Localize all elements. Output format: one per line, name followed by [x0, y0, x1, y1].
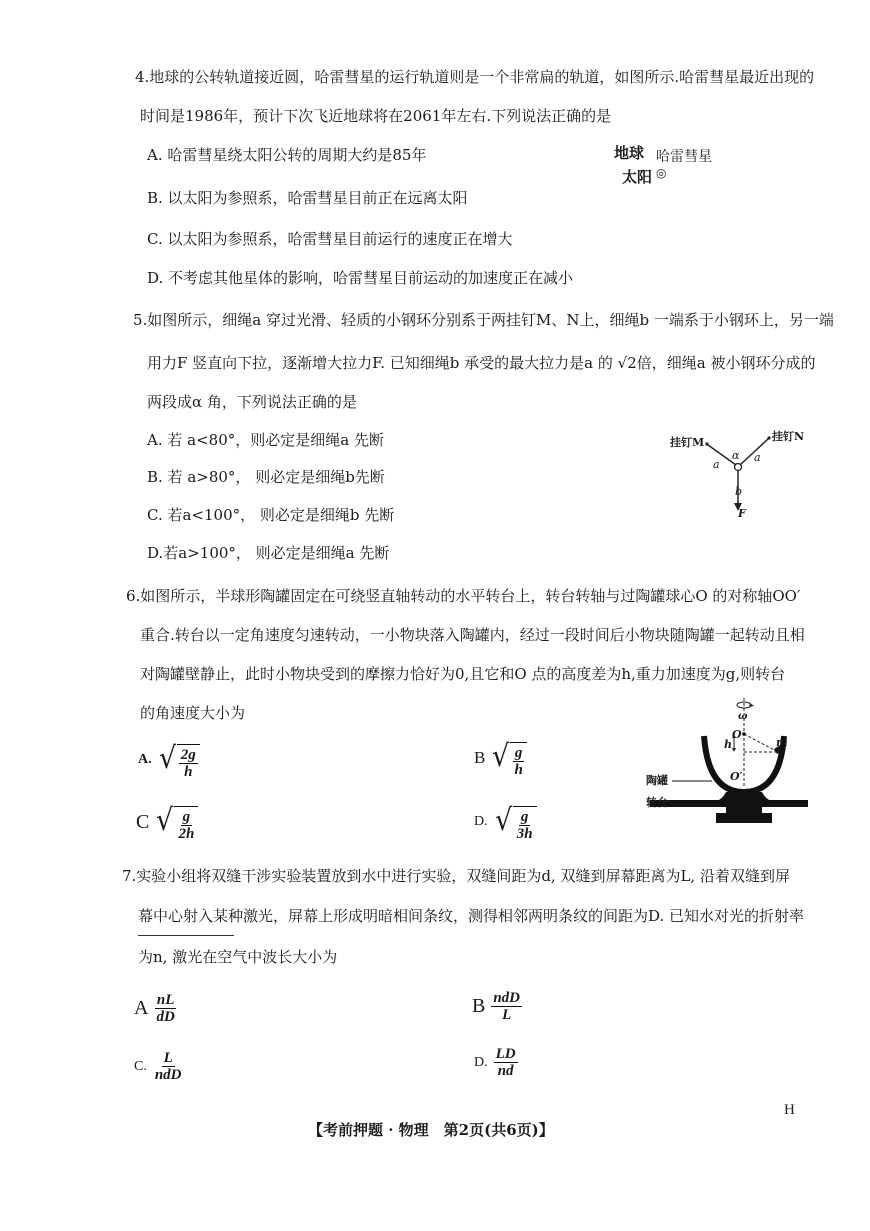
- q4-stem-line-2: 时间是1986年，预计下次飞近地球将在2061年左右.下列说法正确的是: [140, 107, 612, 125]
- numerator: g: [514, 745, 523, 761]
- numerator: g: [520, 809, 529, 825]
- q6-option-b: [474, 738, 527, 778]
- corner-mark: H: [784, 1102, 795, 1118]
- turntable-label: 转台: [646, 796, 668, 809]
- q6-option-a: [138, 740, 200, 780]
- q7-option-b: [472, 990, 522, 1023]
- page-footer: 【考前押题 · 物理 第2页(共6页)】: [308, 1121, 554, 1139]
- fraction: [491, 990, 522, 1023]
- q4-orbit-figure: [608, 140, 728, 190]
- sqrt-expression: √ $\frac{g}{2h}$: [155, 802, 198, 842]
- q5-stem-line-1: 5.如图所示，细绳a 穿过光滑、轻质的小钢环分别系于两挂钉M、N上，细绳b 一端系于小钢环上，另一端: [133, 311, 834, 329]
- numerator: g: [182, 809, 191, 825]
- omega-label: ω: [738, 711, 748, 722]
- q6-jar-figure: [646, 696, 812, 834]
- denominator: ndD: [154, 1067, 182, 1083]
- numerator: LD: [495, 1046, 516, 1062]
- option-letter: B: [472, 995, 486, 1017]
- sun-label: 太阳: [622, 168, 653, 186]
- h-label: h: [724, 738, 732, 751]
- denominator: h: [514, 762, 523, 778]
- q4-stem-line-1: 4.地球的公转轨道接近圆，哈雷彗星的运行轨道则是一个非常扁的轨道，如图所示.哈雷彗星最近出现的: [135, 68, 815, 86]
- q5-stem-line-2: 用力F 竖直向下拉，逐渐增大拉力F. 已知细绳b 承受的最大拉力是a 的 √2倍，细绳a 被小钢环分成的: [147, 354, 816, 372]
- numerator: ndD: [493, 990, 521, 1006]
- rope-a-right-label: a: [754, 451, 761, 464]
- q4-option-d: D. 不考虑其他星体的影响，哈雷彗星目前运动的加速度正在减小: [147, 269, 574, 287]
- q7-option-a: [134, 992, 177, 1025]
- option-letter: C: [136, 810, 150, 833]
- alpha-label: α: [732, 449, 740, 462]
- q6-stem-line-3: 对陶罐壁静止，此时小物块受到的摩擦力恰好为0,且它和O 点的高度差为h,重力加速度为g,则转台: [140, 665, 786, 683]
- q7-stem-line-2: 幕中心射入某种激光，屏幕上形成明暗相间条纹，测得相邻两明条纹的间距为D. 已知水对光的折射率: [138, 907, 805, 925]
- q6-jar-diagram: [646, 696, 812, 834]
- numerator: 2g: [180, 747, 196, 763]
- q5-option-d: D.若a>100°， 则必定是细绳a 先断: [147, 544, 390, 562]
- q7-option-c: [134, 1050, 184, 1083]
- q5-option-c: C. 若a<100°， 则必定是细绳b 先断: [147, 506, 395, 524]
- option-letter: B: [474, 748, 486, 767]
- denominator: 2h: [178, 826, 195, 842]
- comet-label: 哈雷彗星: [656, 149, 712, 165]
- q7-stem-line-1: 7.实验小组将双缝干涉实验装置放到水中进行实验，双缝间距为d, 双缝到屏幕距离为L, 沿着双缝到屏: [122, 867, 790, 885]
- m-label: m: [776, 736, 788, 749]
- q4-option-a: A. 哈雷彗星绕太阳公转的周期大约是85年: [147, 146, 427, 164]
- numerator: nL: [156, 992, 175, 1008]
- q5-stem-line-3: 两段成α 角，下列说法正确的是: [147, 393, 357, 411]
- q5-option-b: B. 若 a>80°， 则必定是细绳b先断: [147, 468, 385, 486]
- q5-option-a: A. 若 a<80°，则必定是细绳a 先断: [147, 431, 384, 449]
- sqrt-expression: √ $\frac{2g}{h}$: [158, 740, 200, 780]
- earth-label: 地球: [614, 144, 645, 162]
- denominator: L: [502, 1007, 512, 1023]
- jar-label: 陶罐: [646, 774, 668, 787]
- rope-a-left-label: a: [713, 458, 720, 471]
- force-label: F: [738, 507, 746, 520]
- sqrt-expression: √ $\frac{g}{h}$: [491, 738, 526, 778]
- option-letter: C.: [134, 1058, 147, 1074]
- sun-symbol-icon: ◎: [656, 166, 667, 180]
- rope-b-label: b: [735, 485, 743, 498]
- option-letter: D.: [474, 814, 488, 829]
- q6-stem-line-4: 的角速度大小为: [140, 704, 246, 722]
- o-prime-label: O′: [730, 770, 743, 783]
- fraction: [494, 1046, 518, 1079]
- q5-rope-figure: [668, 425, 818, 520]
- nail-n-label: 挂钉N: [772, 430, 805, 443]
- q4-option-c: C. 以太阳为参照系，哈雷彗星目前运行的速度正在增大: [147, 230, 513, 248]
- q6-option-c: [136, 802, 198, 842]
- nail-m-label: 挂钉M: [670, 436, 705, 449]
- option-letter: A.: [138, 752, 152, 767]
- option-letter: A: [134, 997, 149, 1019]
- denominator: dD: [156, 1009, 175, 1025]
- o-label: O: [732, 728, 742, 741]
- option-letter: D.: [474, 1054, 488, 1070]
- fraction: [154, 992, 176, 1025]
- denominator: nd: [497, 1063, 514, 1079]
- denominator: h: [184, 764, 193, 780]
- q7-stem-line-3: 为n, 激光在空气中波长大小为: [138, 948, 338, 966]
- separator-line: [138, 935, 234, 936]
- denominator: 3h: [516, 826, 533, 842]
- numerator: L: [163, 1050, 173, 1066]
- q6-option-d: [474, 802, 537, 842]
- q7-option-d: [474, 1046, 518, 1079]
- fraction: [153, 1050, 184, 1083]
- q4-option-b: B. 以太阳为参照系，哈雷彗星目前正在远离太阳: [147, 189, 468, 207]
- q6-stem-line-1: 6.如图所示，半球形陶罐固定在可绕竖直轴转动的水平转台上，转台转轴与过陶罐球心O 的对称轴OO′: [126, 587, 801, 605]
- sqrt-expression: √ $\frac{g}{3h}$: [494, 802, 537, 842]
- q6-stem-line-2: 重合.转台以一定角速度匀速转动，一小物块落入陶罐内，经过一段时间后小物块随陶罐一起转动且相: [140, 626, 805, 644]
